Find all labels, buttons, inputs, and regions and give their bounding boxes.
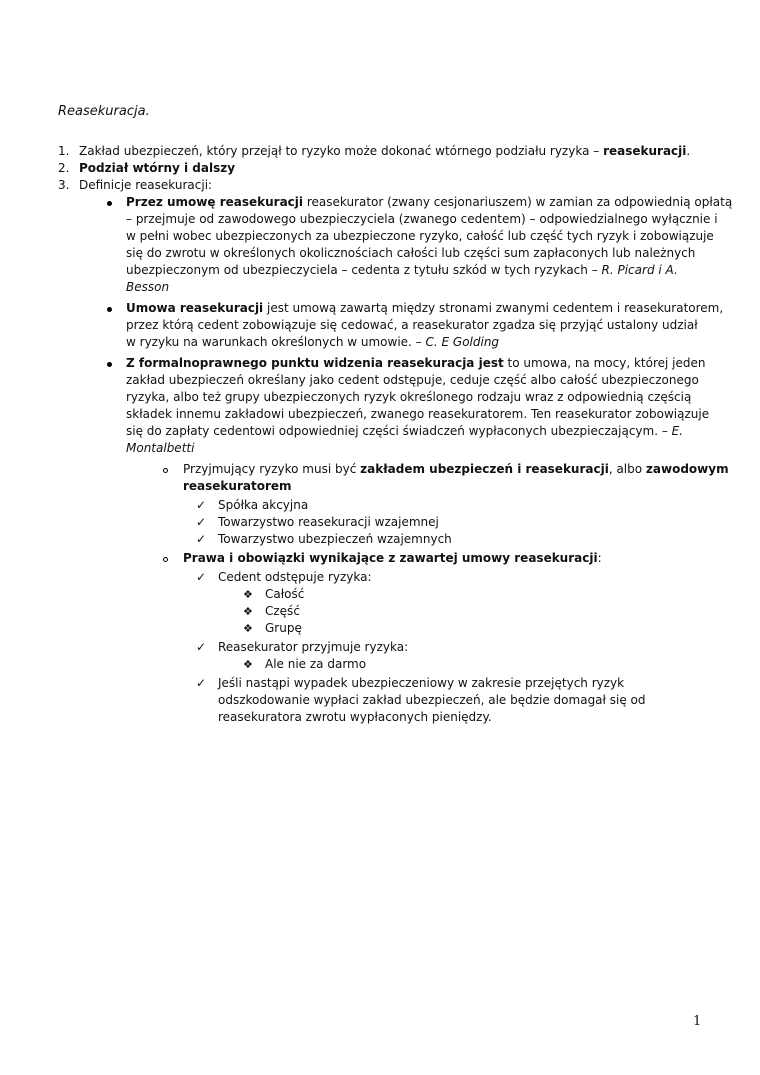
definition-3-author: Montalbetti: [126, 441, 195, 455]
checkmark-icon: ✓: [196, 532, 207, 546]
definition-1-line-2: – przejmuje od zawodowego ubezpieczyciela (zwanego cedentem) – odpowiedzialnego wyłącznie i: [126, 212, 718, 226]
item-2-text: Podział wtórny i dalszy: [79, 161, 236, 175]
bullet-icon: [107, 307, 112, 312]
bullet-icon: [107, 362, 112, 367]
check-item: Reasekurator przyjmuje ryzyka:: [218, 640, 409, 654]
circle-bullet-icon: [163, 468, 168, 473]
definition-2-line-2: przez którą cedent zobowiązuje się cedować, a reasekurator zgadza się przyjąć ustalony udział: [126, 318, 698, 332]
checkmark-icon: ✓: [196, 515, 207, 529]
diamond-item: Ale nie za darmo: [265, 657, 367, 671]
definition-1-line-1: Przez umowę reasekuracji reasekurator (zwany cesjonariuszem) w zamian za odpowiednią opłatą: [126, 195, 733, 209]
item-1-number: 1.: [58, 144, 70, 158]
sub-1-line-1: Przyjmujący ryzyko musi być zakładem ubezpieczeń i reasekuracji, albo zawodowym: [183, 462, 729, 476]
item-3-text: Definicje reasekuracji:: [79, 178, 213, 192]
check-item-line-2: odszkodowanie wypłaci zakład ubezpieczeń, ale będzie domagał się od: [218, 693, 646, 707]
checkmark-icon: ✓: [196, 570, 207, 584]
check-item-line-3: reasekuratora zwrotu wypłaconych pieniędzy.: [218, 710, 492, 724]
definition-3-line-4: składek innemu zakładowi ubezpieczeń, zwanego reasekuratorem. Ten reasekurator zobowiązuje: [126, 407, 710, 421]
diamond-item: Część: [265, 604, 300, 618]
bullet-icon: [107, 201, 112, 206]
checkmark-icon: ✓: [196, 498, 207, 512]
circle-bullet-icon: [163, 557, 168, 562]
sub-2-line-1: Prawa i obowiązki wynikające z zawartej umowy reasekuracji:: [183, 551, 602, 565]
definition-1-line-4: się do zwrotu w określonych okolicznościach całości lub części sum zapłaconych lub należnych: [126, 246, 696, 260]
diamond-bullet-icon: ❖: [243, 658, 253, 671]
definition-1-line-3: w pełni wobec ubezpieczonych za ubezpieczone ryzyko, całość lub część tych ryzyk i zobowiązuje: [126, 229, 714, 243]
definition-1-author: Besson: [126, 280, 170, 294]
definition-3-line-3: ryzyka, albo też grupy ubezpieczonych ryzyk określonego rodzaju wraz z odpowiednią częścią: [126, 390, 692, 404]
document-title: Reasekuracja.: [58, 104, 150, 119]
definition-3-line-1: Z formalnoprawnego punktu widzenia reasekuracja jest to umowa, na mocy, której jeden: [126, 356, 706, 370]
check-item: Towarzystwo reasekuracji wzajemnej: [218, 515, 439, 529]
definition-3-line-5: się do zapłaty cedentowi odpowiedniej części świadczeń wypłaconych ubezpieczającym. – E.: [126, 424, 684, 438]
diamond-bullet-icon: ❖: [243, 622, 253, 635]
definition-2-line-1: Umowa reasekuracji jest umową zawartą między stronami zwanymi cedentem i reasekuratorem,: [126, 301, 724, 315]
sub-1-line-2: reasekuratorem: [183, 479, 292, 493]
item-2-number: 2.: [58, 161, 70, 175]
diamond-item: Całość: [265, 587, 305, 601]
item-3-number: 3.: [58, 178, 70, 192]
definition-3-line-2: zakład ubezpieczeń określany jako cedent odstępuje, ceduje część albo całość ubezpieczonego: [126, 373, 699, 387]
item-1-text: Zakład ubezpieczeń, który przejął to ryzyko może dokonać wtórnego podziału ryzyka – reasekuracji.: [79, 144, 691, 158]
check-item: Towarzystwo ubezpieczeń wzajemnych: [218, 532, 452, 546]
diamond-bullet-icon: ❖: [243, 605, 253, 618]
check-item: Cedent odstępuje ryzyka:: [218, 570, 372, 584]
diamond-bullet-icon: ❖: [243, 588, 253, 601]
checkmark-icon: ✓: [196, 640, 207, 654]
diamond-item: Grupę: [265, 621, 302, 635]
checkmark-icon: ✓: [196, 676, 207, 690]
check-item: Spółka akcyjna: [218, 498, 309, 512]
check-item-line-1: Jeśli nastąpi wypadek ubezpieczeniowy w zakresie przejętych ryzyk: [218, 676, 625, 690]
definition-1-line-5: ubezpieczonym od ubezpieczyciela – cedenta z tytułu szkód w tych ryzykach – R. Picard i A.: [126, 263, 678, 277]
page-number: 1: [693, 1014, 702, 1029]
definition-2-line-3: w ryzyku na warunkach określonych w umowie. – C. E Golding: [126, 335, 500, 349]
